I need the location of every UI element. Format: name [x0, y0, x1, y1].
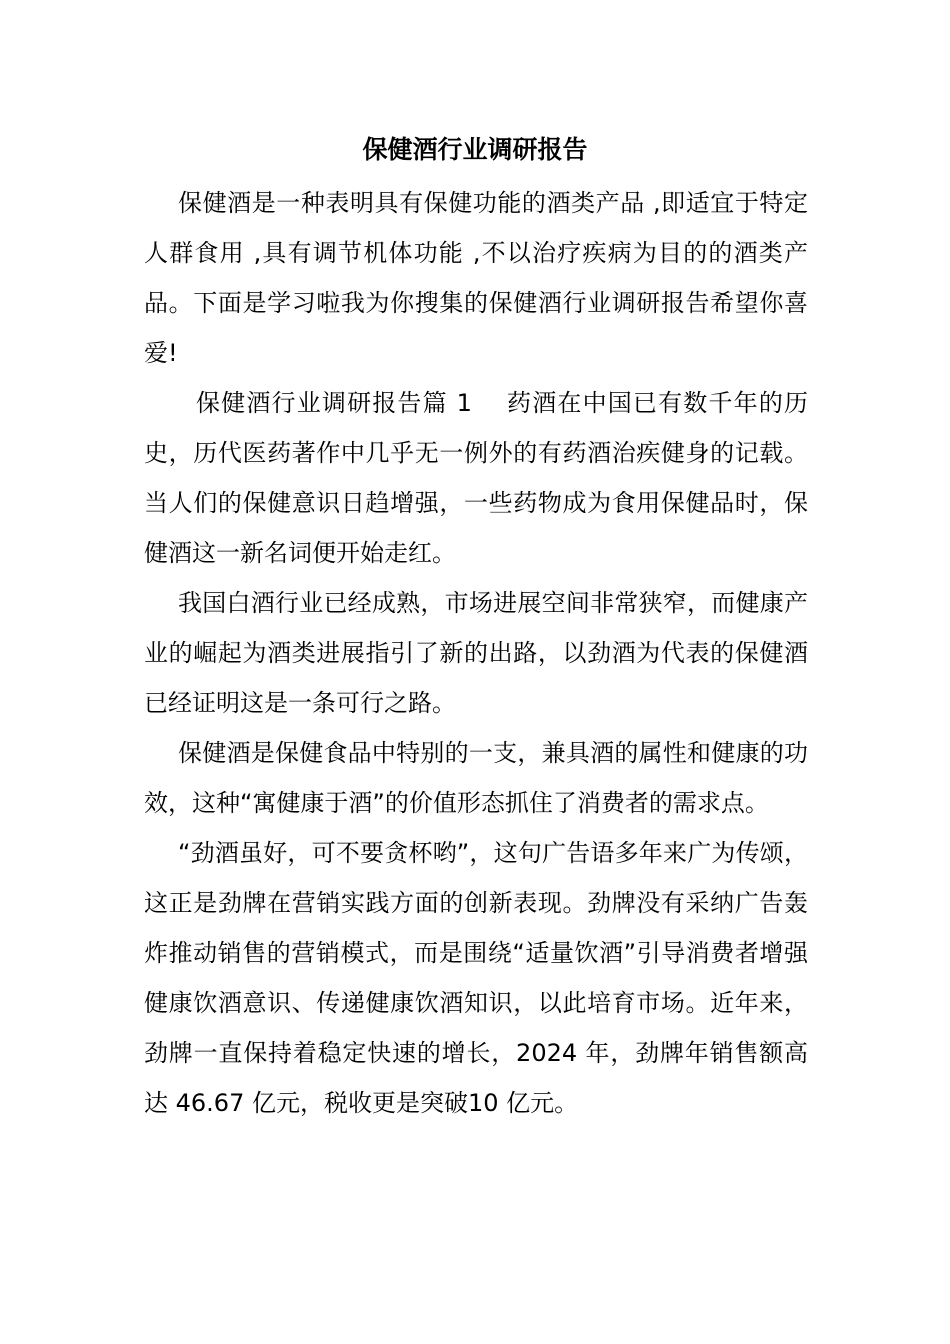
paragraph-market: 我国白酒行业已经成熟，市场进展空间非常狭窄，而健康产业的崛起为酒类进展指引了新的出路，以劲酒为代表的保健酒已经证明这是一条可行之路。 [144, 589, 808, 717]
paragraph-marketing: “劲酒虽好，可不要贪杯哟”，这句广告语多年来广为传颂，这正是劲牌在营销实践方面的创新表现。劲牌没有采纳广告轰炸推动销售的营销模式，而是围绕“适量饮酒”引导消费者增强健康饮酒意识、传递健康饮酒知识，以此培育市场。近年来，劲牌一直保持着稳定快速的增长，2024 年，劲牌年销售额高达 46.67 亿元，税收更是突破10 亿元。 [144, 839, 808, 1117]
paragraph-value: 保健酒是保健食品中特别的一支，兼具酒的属性和健康的功效，这种“寓健康于酒”的价值形态抓住了消费者的需求点。 [144, 739, 808, 817]
document-body [144, 178, 808, 1128]
paragraph-history: 保健酒行业调研报告篇 1 药酒在中国已有数千年的历史，历代医药著作中几乎无一例外的有药酒治疾健身的记载。当人们的保健意识日趋增强，一些药物成为食用保健品时，保健酒这一新名词便开始走红。 [144, 389, 808, 567]
paragraph-intro: 保健酒是一种表明具有保健功能的酒类产品 ,即适宜于特定人群食用 ,具有调节机体功能 ,不以治疗疾病为目的的酒类产品。下面是学习啦我为你搜集的保健酒行业调研报告希望你喜爱! [144, 189, 808, 367]
page-title: 保健酒行业调研报告 [362, 135, 588, 164]
